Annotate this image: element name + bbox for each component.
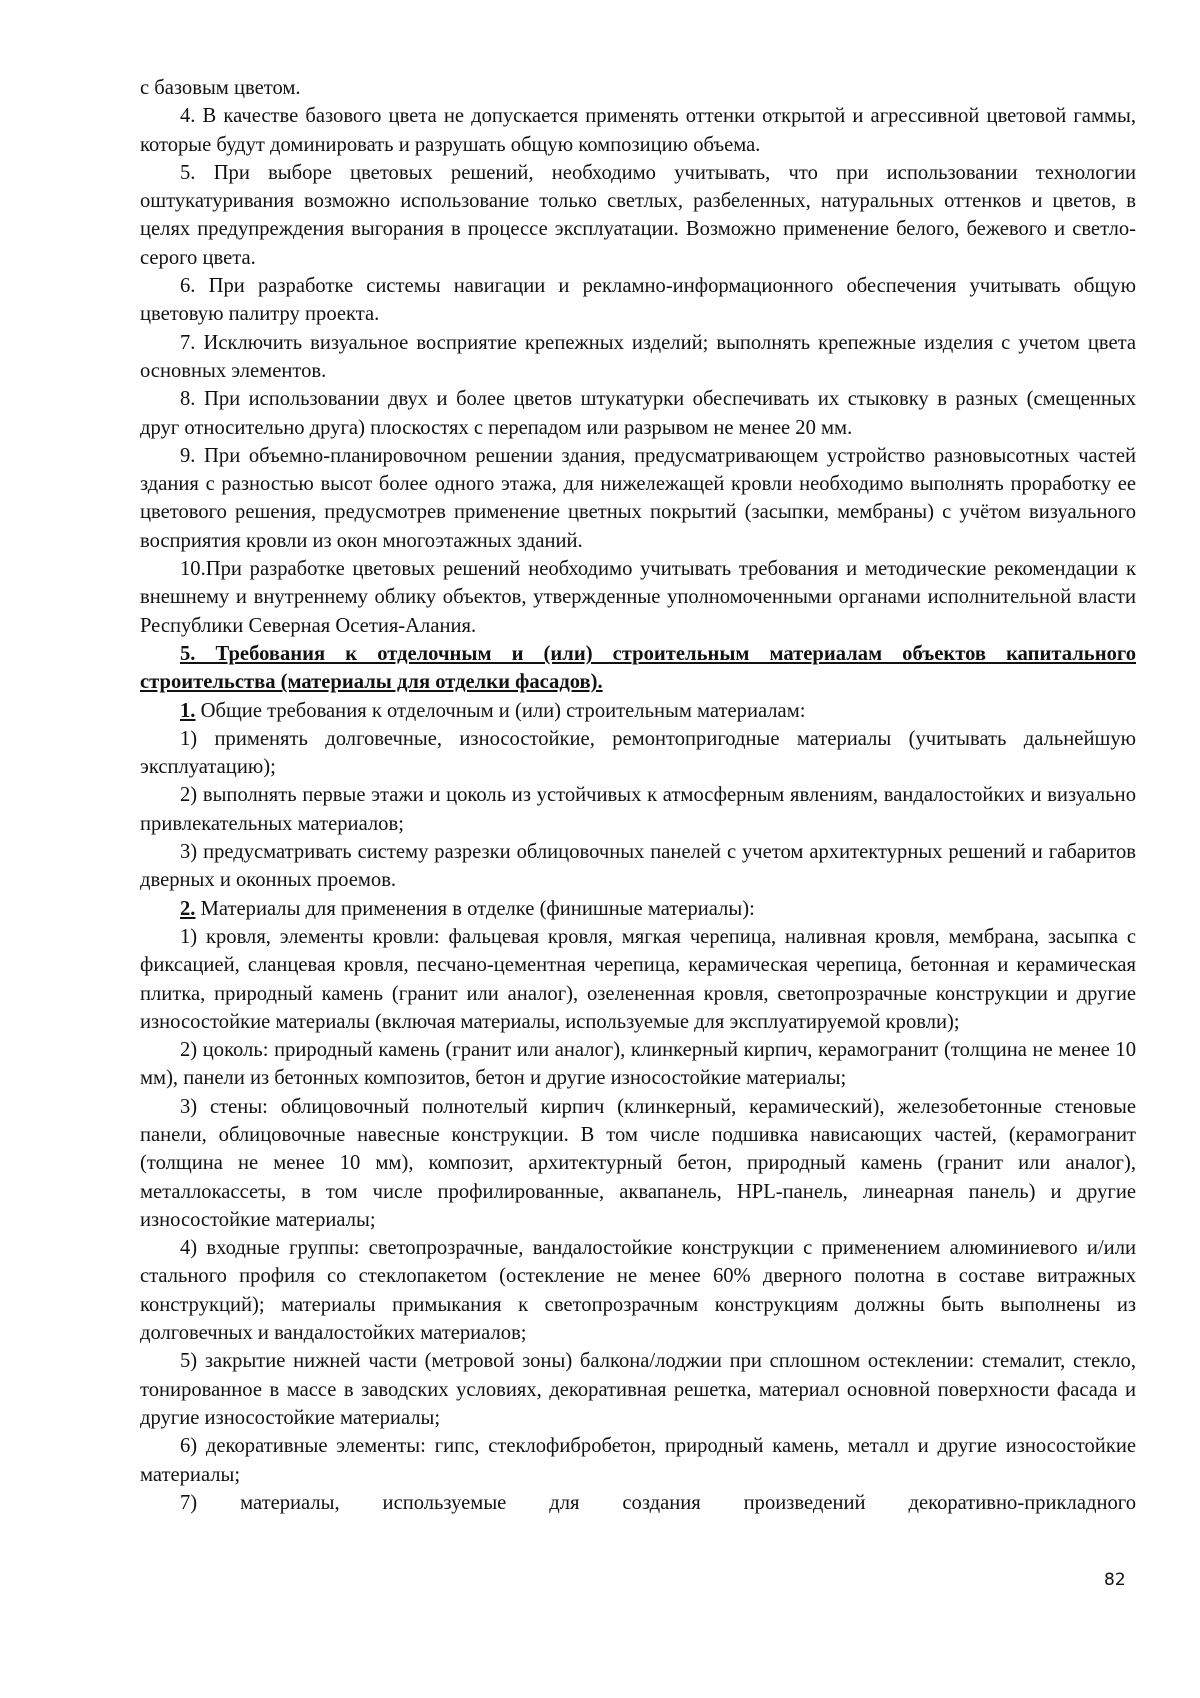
subsection-1-number: 1. [180, 699, 196, 722]
list2-item-7: 7) материалы, используемые для создания произведений декоративно-прикладного [180, 1491, 1136, 1514]
subsection-1-text: Общие требования к отделочным и (или) строительным материалам: [195, 699, 806, 722]
list1-item-2: 2) выполнять первые этажи и цоколь из устойчивых к атмосферным явлениям, вандалостойких и визуально привлекательных материалов; [140, 784, 1136, 835]
paragraph-item-4: 4. В качестве базового цвета не допускается применять оттенки открытой и агрессивной цветовой гаммы, которые будут доминировать и разрушать общую композицию объема. [140, 105, 1136, 156]
paragraph-item-9: 9. При объемно-планировочном решении здания, предусматривающем устройство разновысотных частей здания с разностью высот более одного этажа, для нижележащей кровли необходимо выполнять проработку ее цветового решения, предусмотрев применение цветных покрытий (засыпки, мембраны) с учётом визуального восприятия кровли из окон многоэтажных зданий. [140, 444, 1136, 552]
document-page [140, 74, 1136, 1517]
section-heading: 5. Требования к отделочным и (или) строительным материалам объектов капитального строительства (материалы для отделки фасадов). [140, 642, 1136, 694]
list2-item-3: 3) стены: облицовочный полнотелый кирпич (клинкерный, керамический), железобетонные стеновые панели, облицовочные навесные конструкции. В том числе подшивка нависающих частей, (керамогранит (толщина не менее 10 мм), композит, архитектурный бетон, природный камень (гранит или аналог), металлокассеты, в том числе профилированные, аквапанель, HPL-панель, линеарная панель) и другие износостойкие материалы; [140, 1095, 1136, 1231]
paragraph-item-5: 5. При выборе цветовых решений, необходимо учитывать, что при использовании технологии оштукатуривания возможно использование только светлых, разбеленных, натуральных оттенков и цветов, в целях предупреждения выгорания в процессе эксплуатации. Возможно применение белого, бежевого и светло-серого цвета. [140, 161, 1136, 269]
subsection-2 [140, 895, 1136, 923]
subsection-2-number: 2. [180, 897, 196, 920]
paragraph-continuation: с базовым цветом. [140, 77, 301, 99]
paragraph-item-10: 10.При разработке цветовых решений необходимо учитывать требования и методические рекомендации к внешнему и внутреннему облику объектов, утвержденные уполномоченными органами исполнительной власти Республики Северная Осетия-Алания. [140, 558, 1136, 637]
list2-item-5: 5) закрытие нижней части (метровой зоны) балкона/лоджии при сплошном остеклении: стемалит, стекло, тонированное в массе в заводских условиях, декоративная решетка, материал основной поверхности фасада и другие износостойкие материалы; [140, 1350, 1136, 1429]
paragraph-item-6: 6. При разработке системы навигации и рекламно-информационного обеспечения учитывать общую цветовую палитру проекта. [140, 275, 1136, 326]
list2-item-6: 6) декоративные элементы: гипс, стеклофибробетон, природный камень, металл и другие износостойкие материалы; [140, 1435, 1136, 1486]
paragraph-item-7: 7. Исключить визуальное восприятие крепежных изделий; выполнять крепежные изделия с учетом цвета основных элементов. [140, 331, 1136, 382]
subsection-2-text: Материалы для применения в отделке (финишные материалы): [195, 897, 755, 920]
subsection-1 [140, 697, 1136, 725]
list2-item-2: 2) цоколь: природный камень (гранит или аналог), клинкерный кирпич, керамогранит (толщина не менее 10 мм), панели из бетонных композитов, бетон и другие износостойкие материалы; [140, 1039, 1136, 1090]
page-number: 82 [1104, 1570, 1126, 1590]
paragraph-item-8: 8. При использовании двух и более цветов штукатурки обеспечивать их стыковку в разных (смещенных друг относительно друга) плоскостях с перепадом или разрывом не менее 20 мм. [140, 388, 1136, 439]
list1-item-3: 3) предусматривать систему разрезки облицовочных панелей с учетом архитектурных решений и габаритов дверных и оконных проемов. [140, 841, 1136, 892]
list2-item-4: 4) входные группы: светопрозрачные, вандалостойкие конструкции с применением алюминиевого и/или стального профиля со стеклопакетом (остекление не менее 60% дверного полотна в составе витражных конструкций); материалы примыкания к светопрозрачным конструкциям должны быть выполнены из долговечных и вандалостойких материалов; [140, 1237, 1136, 1345]
list2-item-1: 1) кровля, элементы кровли: фальцевая кровля, мягкая черепица, наливная кровля, мембрана, засыпка с фиксацией, сланцевая кровля, песчано-цементная черепица, керамическая черепица, бетонная и керамическая плитка, природный камень (гранит или аналог), озелененная кровля, светопрозрачные конструкции и другие износостойкие материалы (включая материалы, используемые для эксплуатируемой кровли); [140, 925, 1136, 1033]
list1-item-1: 1) применять долговечные, износостойкие, ремонтопригодные материалы (учитывать дальнейшую эксплуатацию); [140, 727, 1136, 779]
